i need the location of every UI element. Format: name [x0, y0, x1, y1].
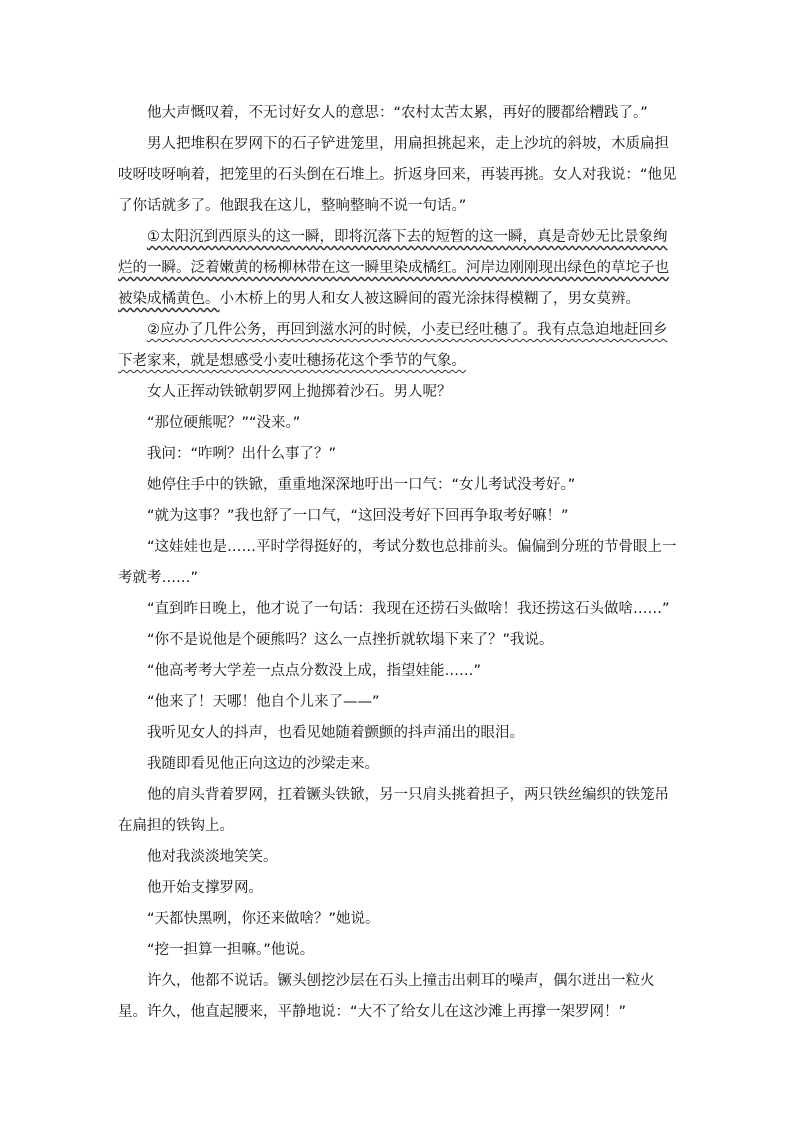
- paragraph: “他来了！天哪！他自个儿来了——”: [147, 694, 380, 710]
- paragraph: 许久，他都不说话。镢头刨挖沙层在石头上撞击出刺耳的噪声，偶尔迸出一粒火星。: [118, 973, 655, 1020]
- paragraph: “那位硬熊呢？”“没来。”: [147, 415, 301, 431]
- paragraph: “就为这事？”我也舒了一口气，“这回没考好下回再争取考好嘛！”: [147, 508, 569, 524]
- paragraph: “挖一担算一担嘛。”他说。: [147, 942, 315, 958]
- paragraph: 男人把堆积在罗网下的石子铲进笼里，用扁担挑起来，走上沙坑的斜坡，木质扁担吱呀吱呀响着，把笼里的石头倒在石堆上。折返身回来，再装再挑。女人对我说：“他见了你话就多了。他跟我在这儿，整晌整晌不说一句话。”: [118, 136, 677, 214]
- paragraph: “他高考考大学差一点点分数没上成，指望娃能……”: [147, 663, 482, 679]
- paragraph: 我听见女人的抖声，也看见她随着颤颤的抖声涌出的眼泪。: [147, 725, 524, 741]
- paragraph-underlined-1: [118, 222, 678, 315]
- paragraph: 我随即看见他正向这边的沙梁走来。: [147, 756, 379, 772]
- paragraph: 女人正挥动铁锨朝罗网上抛掷着沙石。男人呢？: [147, 384, 452, 400]
- plain-text: 小木桥上的男人和女人被这瞬间的霞光涂抹得模糊了，男女莫辨。: [219, 291, 640, 307]
- paragraph: 我问：“咋咧？出什么事了？”: [147, 446, 337, 462]
- paragraph: “你不是说他是个硬熊吗？这么一点挫折就软塌下来了？”我说。: [147, 632, 554, 648]
- paragraph: 他的肩头背着罗网，扛着镢头铁锨，另一只肩头挑着担子，两只铁丝编织的铁笼吊在扁担的铁钩上。: [118, 787, 669, 834]
- paragraph: 她停住手中的铁锨，重重地深深地吁出一口气：“女儿考试没考好。”: [147, 477, 576, 493]
- paragraph-underlined-2: ②应办了几件公务，再回到滋水河的时候，小麦已经吐穗了。我有点急迫地赶回乡下老家来，就是想感受小麦吐穗扬花这个季节的气象。: [118, 322, 668, 369]
- paragraph: 他对我淡淡地笑笑。: [147, 849, 278, 865]
- wavy-underlined-text: ①太阳沉到西原头的这一瞬，即将沉落下去的短暂的这一瞬，真是奇妙无比景象绚烂的一瞬。泛着嫩黄的杨柳林带在这一瞬里染成橘红。河岸边刚刚现出绿色的草坨子也被染成橘黄色。: [118, 229, 669, 307]
- paragraph: “天都快黑咧，你还来做啥？”她说。: [147, 911, 380, 927]
- paragraph: 许久，他直起腰来，平静地说：“大不了给女儿在这沙滩上再撑一架罗网！”: [147, 1004, 627, 1020]
- paragraph: 他大声慨叹着，不无讨好女人的意思：“农村太苦太累，再好的腰都给糟践了。”: [147, 105, 648, 121]
- paragraph: 他开始支撑罗网。: [147, 880, 263, 896]
- paragraph: “这娃娃也是……平时学得挺好的，考试分数也总排前头。偏偏到分班的节骨眼上一考就考……”: [118, 539, 677, 586]
- paragraph: “直到昨日晚上，他才说了一句话：我现在还捞石头做啥！我还捞这石头做啥……”: [147, 601, 670, 617]
